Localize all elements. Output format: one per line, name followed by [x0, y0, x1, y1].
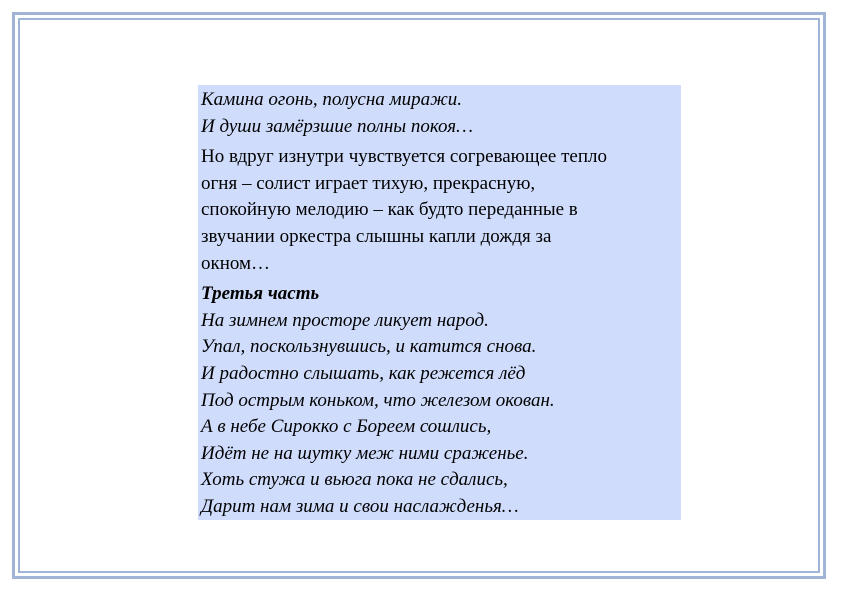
- prose-line: огня – солист играет тихую, прекрасную,: [201, 172, 536, 194]
- verse-line: И души замёрзшие полны покоя…: [201, 115, 474, 137]
- verse-line: Дарит нам зима и свои наслажденья…: [201, 495, 519, 517]
- verse-line: А в небе Сирокко с Бореем сошлись,: [201, 416, 492, 438]
- verse-line: Камина огонь, полусна миражи.: [201, 89, 463, 110]
- verse-line: Идёт не на шутку меж ними сраженье.: [201, 442, 529, 464]
- prose-line: окном…: [201, 252, 271, 274]
- prose-line: спокойную мелодию – как будто переданные в: [201, 199, 578, 221]
- verse-line: Под острым коньком, что железом окован.: [201, 389, 555, 411]
- part-heading: Третья часть: [201, 283, 320, 305]
- text-box: [198, 85, 681, 520]
- prose-line: звучании оркестра слышны капли дождя за: [201, 225, 552, 247]
- verse-line: Хоть стужа и вьюга пока не сдались,: [201, 469, 508, 491]
- stanza-two: [201, 308, 675, 521]
- verse-line: И радостно слышать, как режется лёд: [201, 362, 526, 384]
- prose-line: Но вдруг изнутри чувствуется согревающее тепло: [201, 146, 607, 168]
- prose-paragraph: [201, 144, 675, 277]
- verse-line: На зимнем просторе ликует народ.: [201, 309, 489, 331]
- stanza-one: [201, 87, 675, 140]
- verse-line: Упал, поскользнувшись, и катится снова.: [201, 336, 537, 358]
